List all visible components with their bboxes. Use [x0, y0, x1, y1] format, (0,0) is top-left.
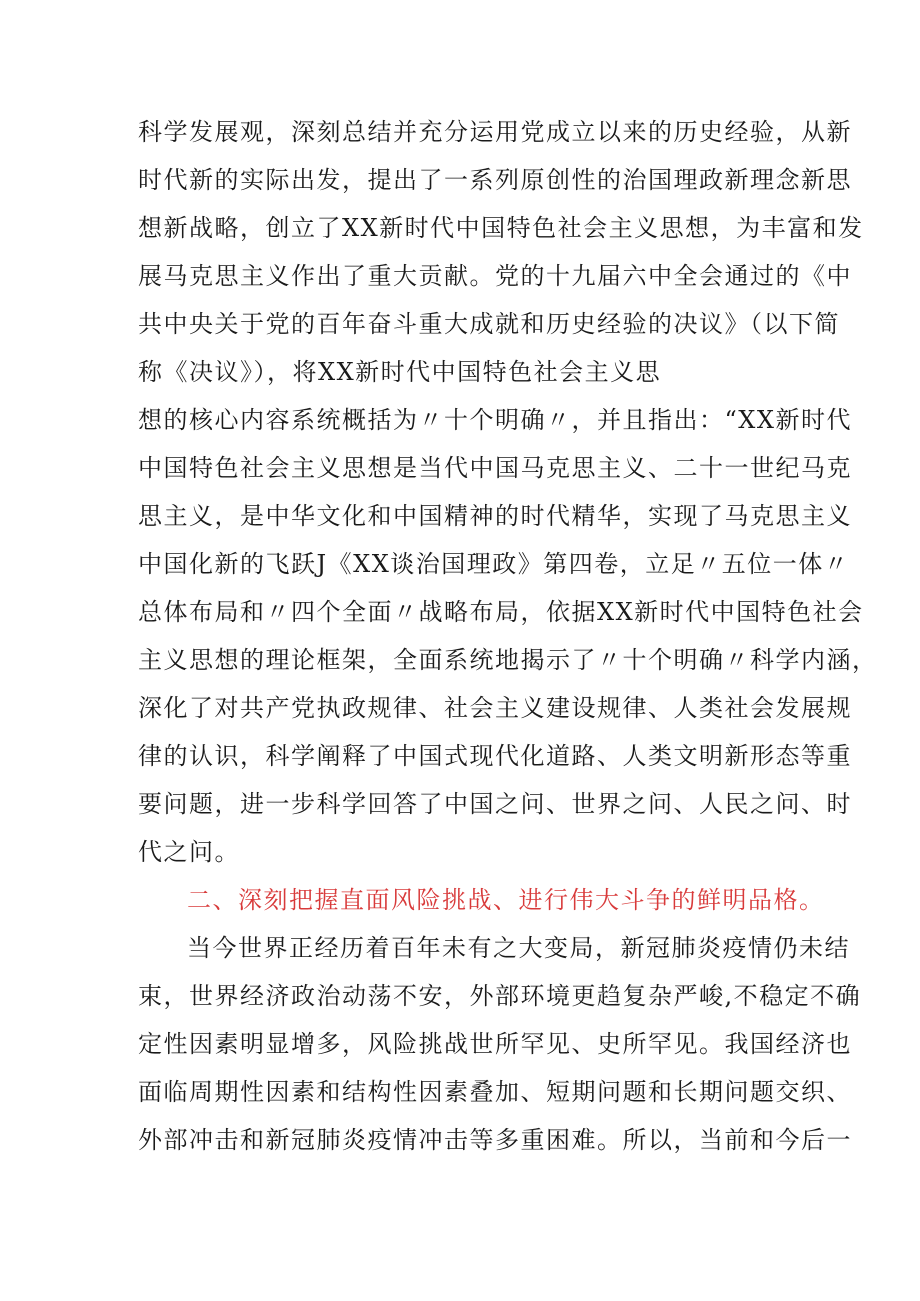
paragraph-2-line: 当今世界正经历着百年未有之大变局，新冠肺炎疫情仍未结 [187, 934, 850, 962]
paragraph-1-line: 要问题，进一步科学回答了中国之问、世界之问、人民之问、时 [138, 790, 852, 818]
paragraph-1-line: 科学发展观，深刻总结并充分运用党成立以来的历史经验，从新 [138, 118, 852, 146]
paragraph-1-line: 总体布局和〃四个全面〃战略布局，依据XX新时代中国特色社会 [138, 598, 864, 626]
paragraph-1-line: 展马克思主义作出了重大贡献。党的十九届六中全会通过的《中 [138, 262, 852, 290]
section-heading: 二、深刻把握直面风险挑战、进行伟大斗争的鲜明品格。 [187, 886, 825, 914]
paragraph-2-line: 束，世界经济政治动荡不安，外部环境更趋复杂严峻,不稳定不确 [138, 982, 862, 1010]
paragraph-1-line: 中国特色社会主义思想是当代中国马克思主义、二十一世纪马克 [138, 454, 852, 482]
paragraph-1-line: 想新战略，创立了XX新时代中国特色社会主义思想，为丰富和发 [138, 214, 864, 242]
paragraph-1-line: 时代新的实际出发，提出了一系列原创性的治国理政新理念新思 [138, 166, 852, 194]
paragraph-1-line: 主义思想的理论框架，全面系统地揭示了〃十个明确〃科学内涵， [138, 646, 878, 674]
paragraph-1-line: 律的认识，科学阐释了中国式现代化道路、人类文明新形态等重 [138, 742, 852, 770]
paragraph-2-line: 面临周期性因素和结构性因素叠加、短期问题和长期问题交织、 [138, 1078, 852, 1106]
paragraph-1-line: 代之问。 [138, 838, 240, 866]
paragraph-2-line: 外部冲击和新冠肺炎疫情冲击等多重困难。所以，当前和今后一 [138, 1126, 852, 1154]
paragraph-1-line: 称《决议》），将XX新时代中国特色社会主义思 [138, 358, 662, 386]
paragraph-1-line: 思主义，是中华文化和中国精神的时代精华，实现了马克思主义 [138, 502, 852, 530]
paragraph-1-line: 深化了对共产党执政规律、社会主义建设规律、人类社会发展规 [138, 694, 852, 722]
paragraph-1-line: 中国化新的飞跃J《XX谈治国理政》第四卷，立足〃五位一体〃 [138, 550, 850, 578]
paragraph-1-line: 想的核心内容系统概括为〃十个明确〃，并且指出：“XX新时代 [138, 406, 852, 434]
paragraph-2-line: 定性因素明显增多，风险挑战世所罕见、史所罕见。我国经济也 [138, 1030, 852, 1058]
paragraph-1-line: 共中央关于党的百年奋斗重大成就和历史经验的决议》（以下简 [138, 310, 840, 338]
